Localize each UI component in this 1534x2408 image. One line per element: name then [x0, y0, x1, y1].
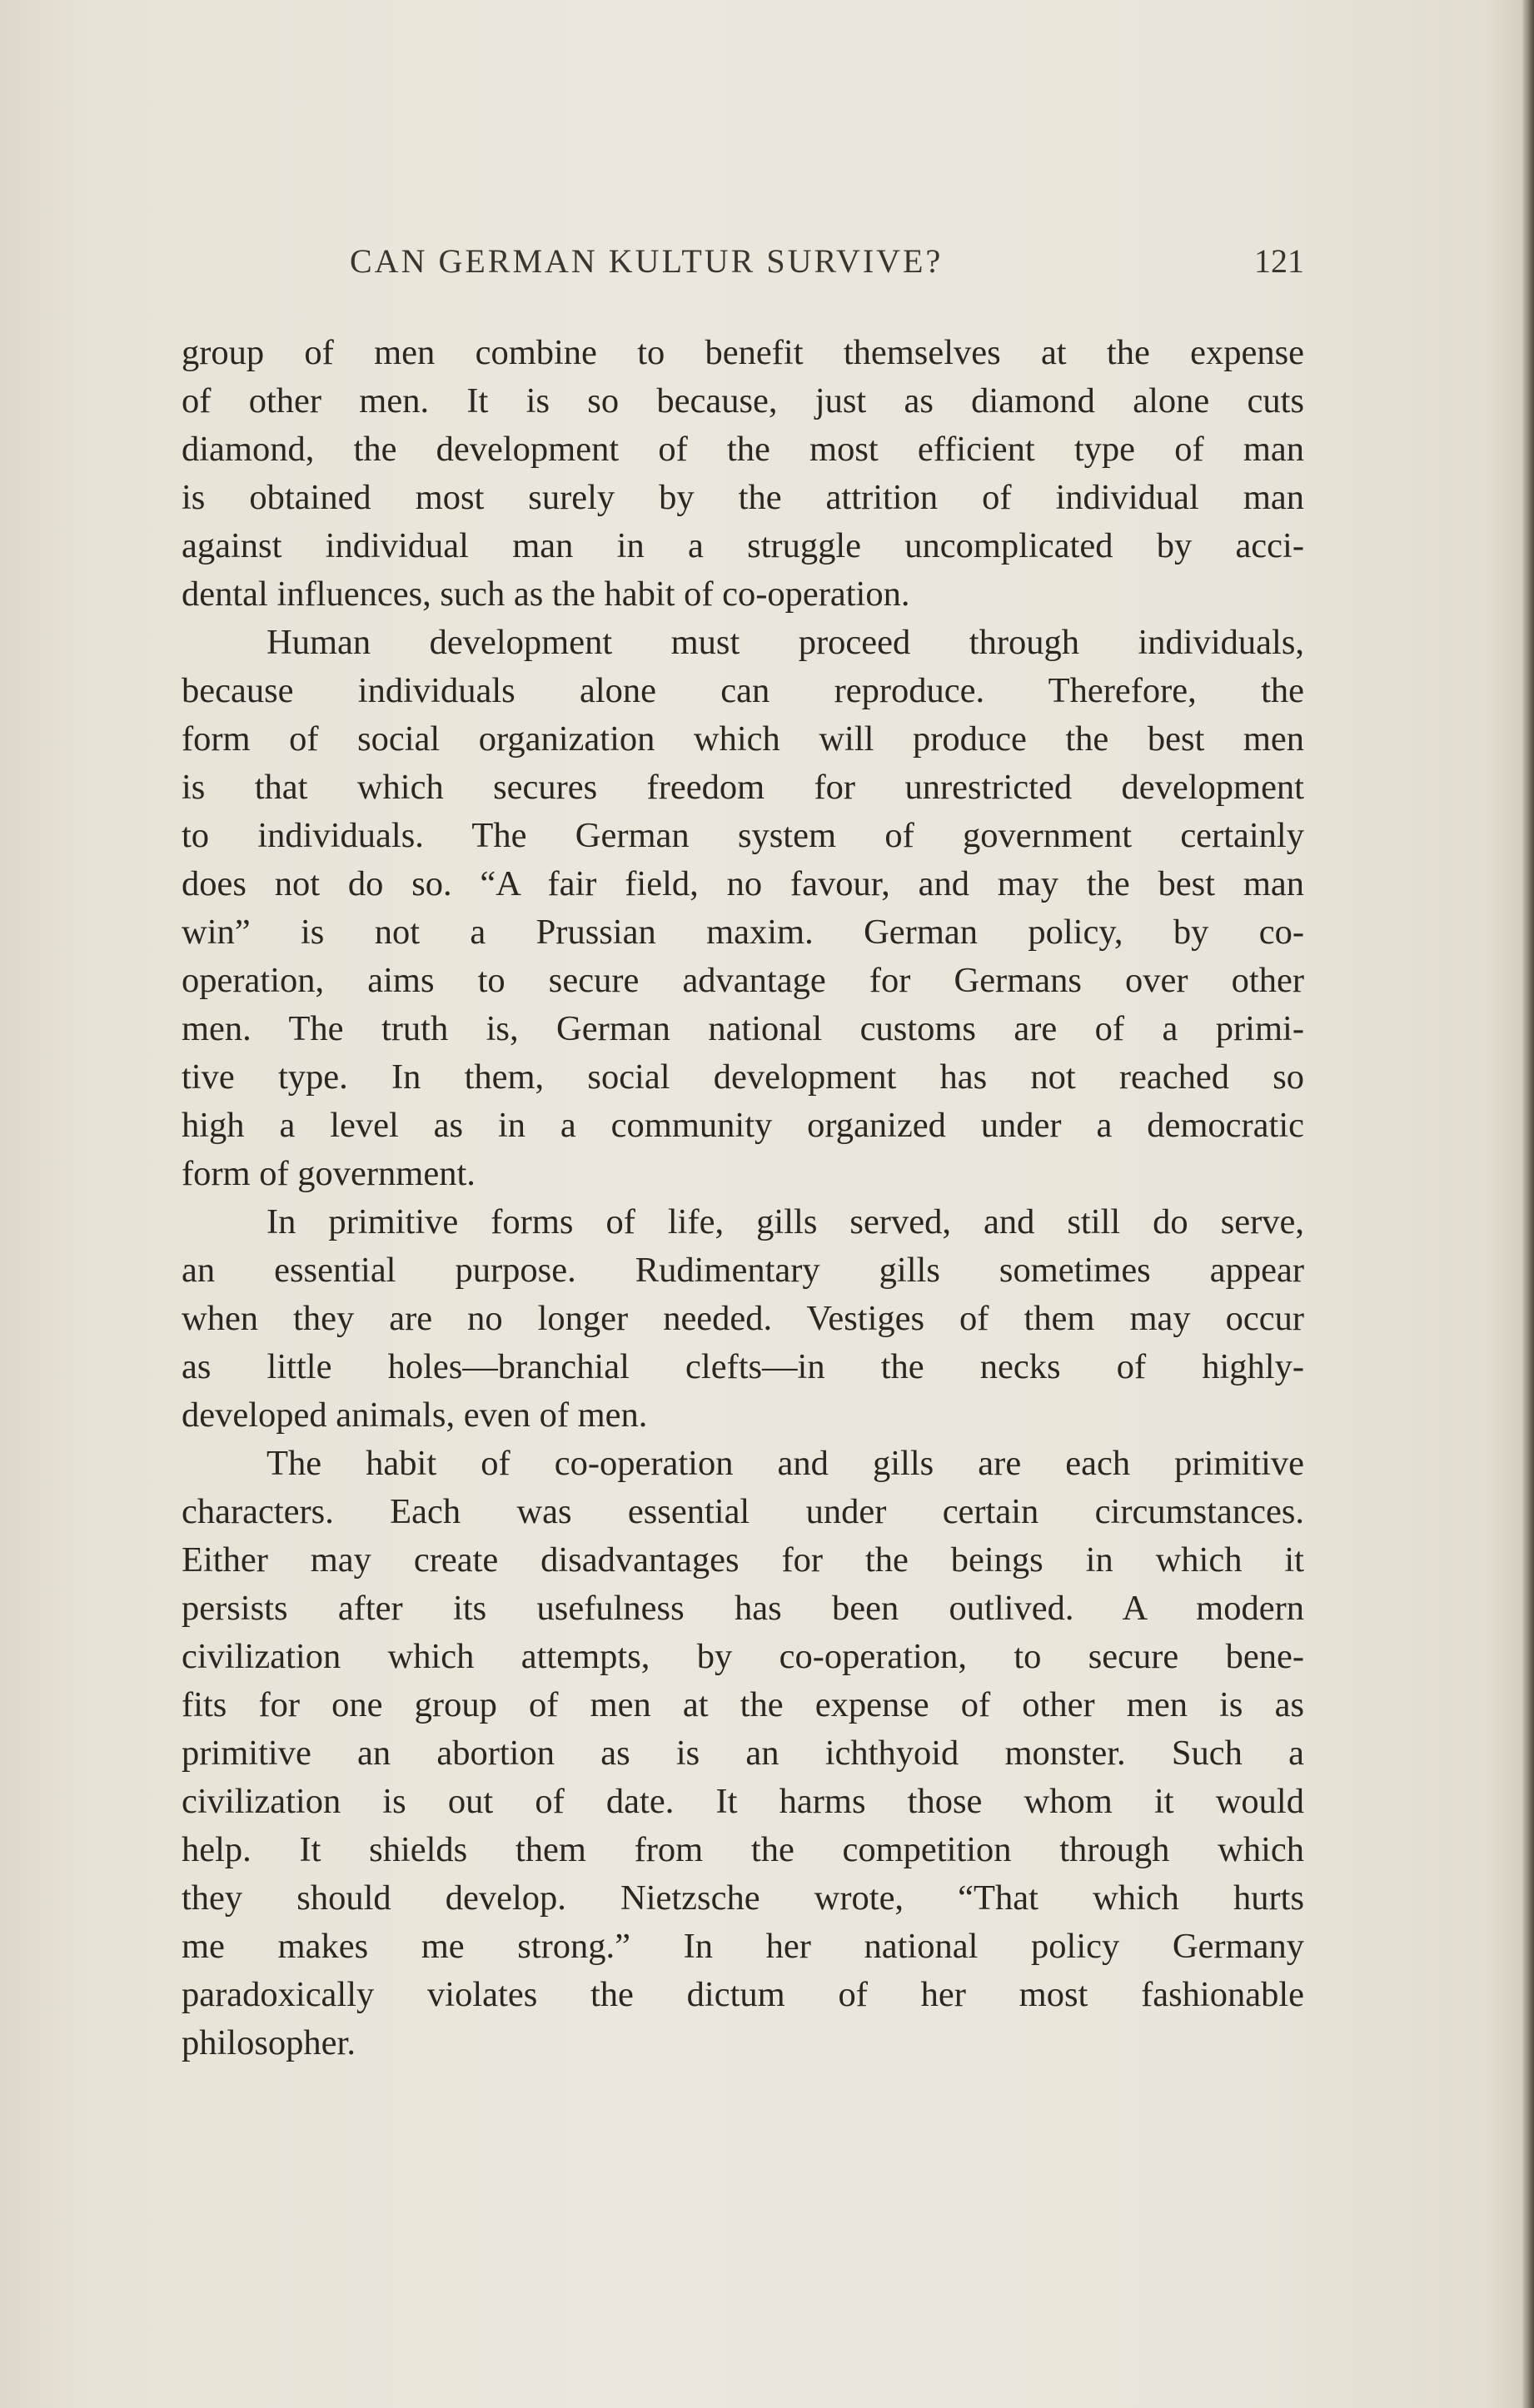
text-line: developed animals, even of men. [182, 1396, 648, 1435]
text-line: diamond, the development of the most efficient type of man [182, 430, 1304, 469]
text-line: win” is not a Prussian maxim. German policy, by co- [182, 913, 1304, 952]
text-line: group of men combine to benefit themselves at the expense [182, 333, 1304, 372]
text-line: form of government. [182, 1154, 476, 1193]
text-line: The habit of co-operation and gills are each primitive [266, 1444, 1304, 1483]
text-line: men. The truth is, German national customs are of a primi- [182, 1009, 1304, 1048]
text-line: because individuals alone can reproduce. Therefore, the [182, 671, 1304, 710]
paragraph [182, 1198, 1304, 1440]
text-line: against individual man in a struggle uncomplicated by acci- [182, 526, 1304, 565]
text-line: civilization which attempts, by co-operation, to secure bene- [182, 1637, 1304, 1676]
text-line: operation, aims to secure advantage for Germans over other [182, 961, 1304, 1000]
text-line: an essential purpose. Rudimentary gills sometimes appear [182, 1251, 1304, 1290]
text-line: as little holes—branchial clefts—in the necks of highly- [182, 1347, 1304, 1386]
text-line: characters. Each was essential under certain circumstances. [182, 1492, 1304, 1531]
text-line: of other men. It is so because, just as diamond alone cuts [182, 381, 1304, 420]
paragraph [182, 329, 1304, 619]
text-line: me makes me strong.” In her national policy Germany [182, 1927, 1304, 1966]
page-header [350, 241, 1304, 288]
text-line: tive type. In them, social development has not reached so [182, 1057, 1304, 1097]
text-line: philosopher. [182, 2023, 356, 2062]
paragraph [182, 1440, 1304, 2067]
text-line: does not do so. “A fair field, no favour, and may the best man [182, 864, 1304, 903]
text-line: paradoxically violates the dictum of her most fashionable [182, 1975, 1304, 2014]
text-line: form of social organization which will produce the best men [182, 719, 1304, 759]
text-line: is obtained most surely by the attrition of individual man [182, 478, 1304, 517]
text-line: In primitive forms of life, gills served, and still do serve, [266, 1202, 1304, 1241]
page-number: 121 [1254, 242, 1304, 280]
text-line: fits for one group of men at the expense of other men is as [182, 1685, 1304, 1724]
text-line: dental influences, such as the habit of co-operation. [182, 575, 910, 614]
text-line: they should develop. Nietzsche wrote, “That which hurts [182, 1878, 1304, 1918]
text-line: to individuals. The German system of government certainly [182, 816, 1304, 855]
text-line: persists after its usefulness has been outlived. A modern [182, 1589, 1304, 1628]
text-line: when they are no longer needed. Vestiges of them may occur [182, 1299, 1304, 1338]
text-line: Human development must proceed through individuals, [266, 623, 1304, 662]
text-line: Either may create disadvantages for the beings in which it [182, 1540, 1304, 1580]
page-edge-shadow [1522, 0, 1534, 2408]
text-line: help. It shields them from the competition through which [182, 1830, 1304, 1869]
paragraph [182, 619, 1304, 1198]
text-line: civilization is out of date. It harms those whom it would [182, 1782, 1304, 1821]
body-text [182, 329, 1304, 2067]
running-title: CAN GERMAN KULTUR SURVIVE? [350, 242, 944, 280]
text-line: high a level as in a community organized under a democratic [182, 1106, 1304, 1145]
text-line: is that which secures freedom for unrestricted development [182, 768, 1304, 807]
text-line: primitive an abortion as is an ichthyoid monster. Such a [182, 1734, 1304, 1773]
